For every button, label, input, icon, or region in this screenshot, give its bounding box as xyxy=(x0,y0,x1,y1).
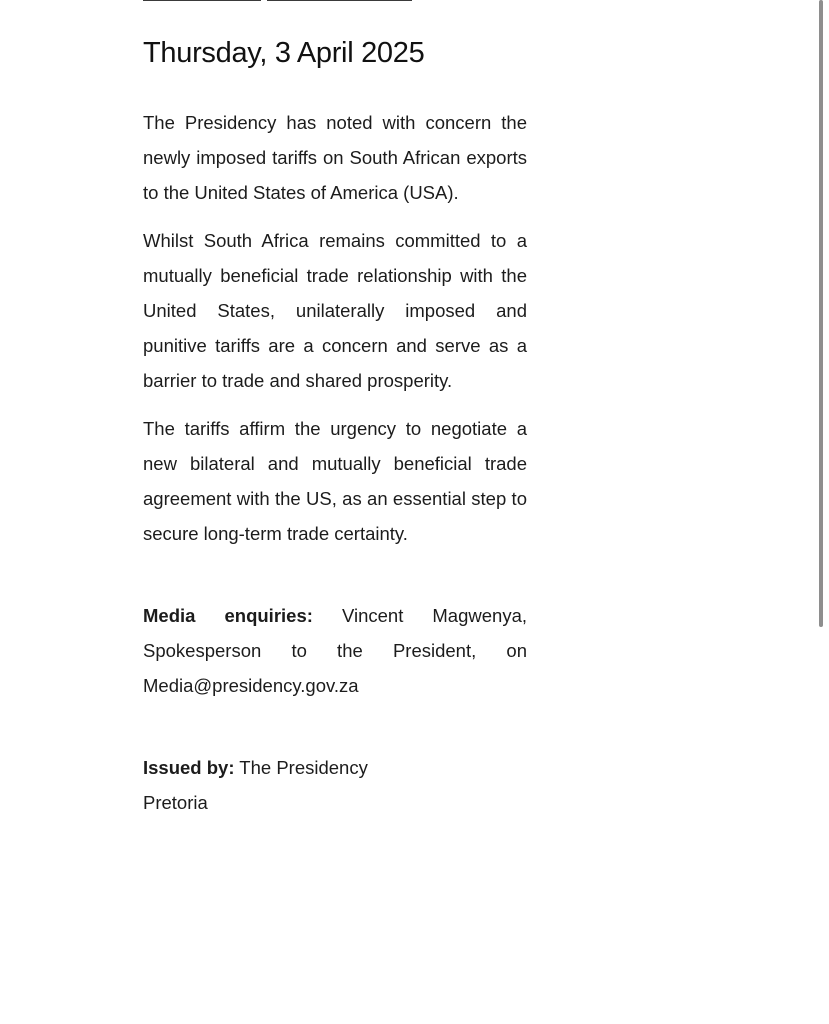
paragraph-2: Whilst South Africa remains committed to a mutually beneficial trade relationship with the United States, unilaterally imposed and punitive tariffs are a concern and serve as a barrier to trade and shared prosperity. xyxy=(143,230,527,391)
press-statement xyxy=(143,34,527,820)
paragraph-1: The Presidency has noted with concern the newly imposed tariffs on South African exports to the United States of America (USA). xyxy=(143,112,527,203)
top-divider-left xyxy=(143,0,261,1)
vertical-scrollbar[interactable] xyxy=(819,0,823,627)
issued-by-label: Issued by: xyxy=(143,757,235,778)
paragraph-3: The tariffs affirm the urgency to negotiate a new bilateral and mutually beneficial trade agreement with the US, as an essential step to secure long-term trade certainty. xyxy=(143,418,527,544)
media-enquiries-label: Media enquiries: xyxy=(143,605,313,626)
media-enquiries-text: Vincent Magwenya, Spokesperson to the President, on Media@presidency.gov.za xyxy=(143,605,527,696)
issued-by xyxy=(143,750,527,820)
media-enquiries xyxy=(143,598,527,703)
date-heading: Thursday, 3 April 2025 xyxy=(143,37,425,69)
top-divider-right xyxy=(267,0,412,1)
issued-by-location: Pretoria xyxy=(143,792,208,813)
issued-by-text: The Presidency xyxy=(234,757,368,778)
